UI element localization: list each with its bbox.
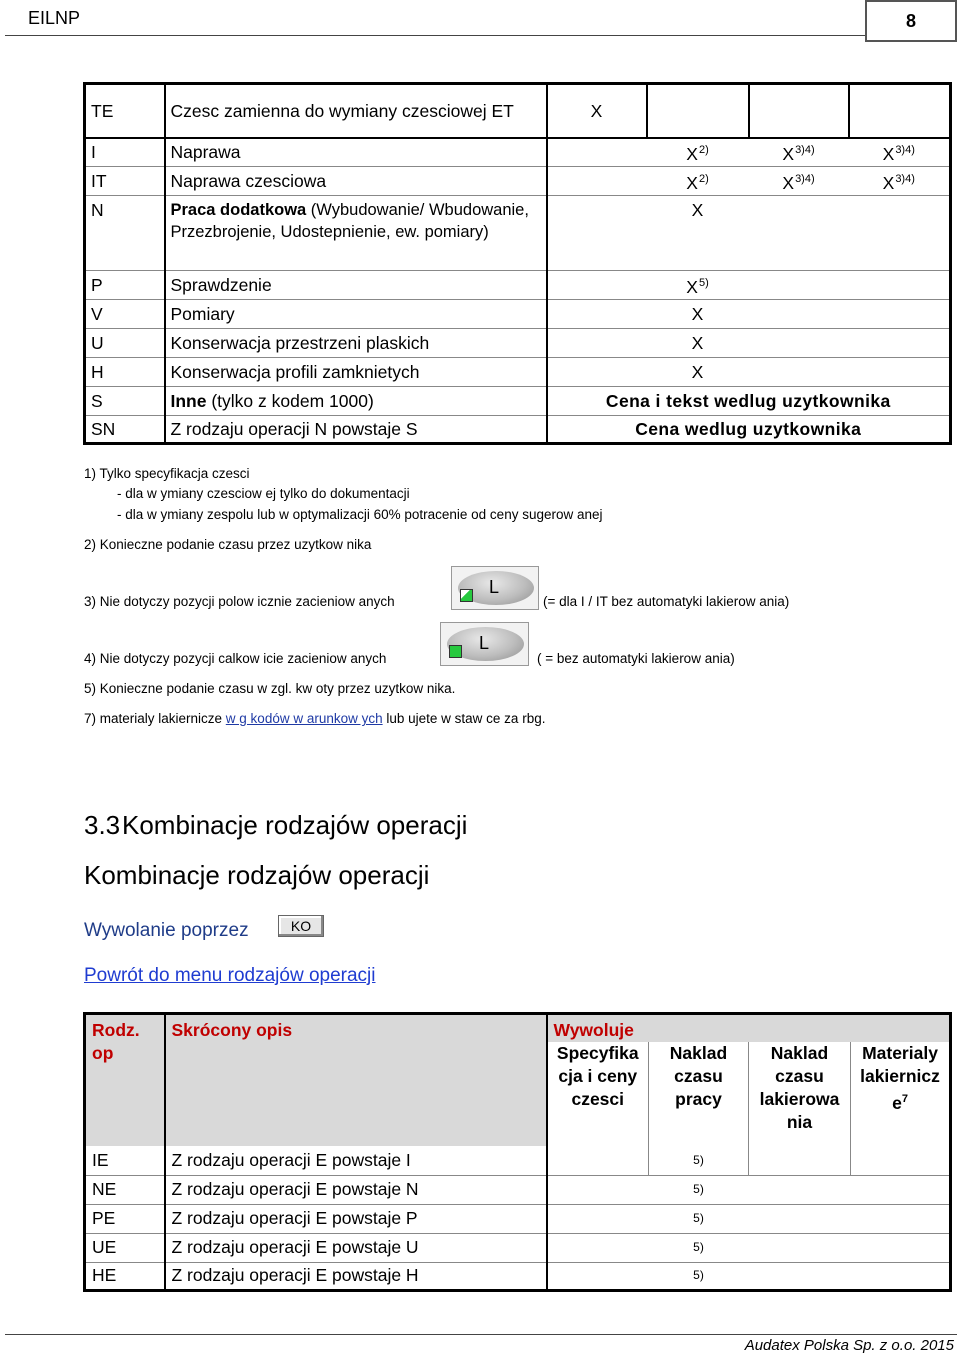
table-row xyxy=(85,300,951,329)
mark-cell xyxy=(547,138,647,167)
back-to-menu-link[interactable]: Powrót do menu rodzajów operacji xyxy=(84,965,376,986)
mark-cell xyxy=(851,1175,951,1204)
op-code: V xyxy=(85,300,165,329)
mark-cell xyxy=(851,1204,951,1233)
op-description: Z rodzaju operacji E powstaje U xyxy=(165,1233,547,1262)
op-code: TE xyxy=(85,84,165,138)
footnote-3: 3) Nie dotyczy pozycji polow icznie zacieniow anych xyxy=(84,594,395,609)
table-row xyxy=(85,1233,951,1262)
op-code: H xyxy=(85,358,165,387)
op-code: IE xyxy=(85,1146,165,1175)
mark-cell xyxy=(851,1146,951,1175)
footer-divider xyxy=(5,1334,957,1335)
op-description: Z rodzaju operacji E powstaje H xyxy=(165,1262,547,1290)
section-number: 3.3 xyxy=(84,810,121,840)
mark-cell xyxy=(849,271,951,300)
mark-cell xyxy=(749,300,849,329)
header-calls: Wywoluje xyxy=(547,1014,951,1043)
mark-cell xyxy=(749,1233,851,1262)
op-code: U xyxy=(85,329,165,358)
op-description: Z rodzaju operacji E powstaje I xyxy=(165,1146,547,1175)
section-heading xyxy=(84,810,467,841)
footnote-7-text: 7) materialy lakiernicze xyxy=(84,711,226,726)
mark-cell: $X^{3)4)}$ xyxy=(849,167,951,196)
badge-letter: L xyxy=(489,577,500,597)
op-code: UE xyxy=(85,1233,165,1262)
op-code: I xyxy=(85,138,165,167)
footnote-2: 2) Konieczne podanie czasu przez uzytkow nika xyxy=(84,537,372,552)
mark-cell xyxy=(547,329,647,358)
mark-cell: 5) xyxy=(649,1204,749,1233)
mark-cell: $X^{2)}$ xyxy=(647,138,749,167)
page-number: 8 xyxy=(865,0,957,42)
mark-cell: X xyxy=(647,196,749,271)
table-row xyxy=(85,271,951,300)
footnote-1: 1) Tylko specyfikacja czesci xyxy=(84,466,250,481)
footnote-1b: - dla w ymiany zespolu lub w optymalizacji 60% potracenie od ceny sugerow anej xyxy=(117,507,603,522)
mark-cell xyxy=(647,84,749,138)
mark-cell xyxy=(547,1146,649,1175)
subheader-labor: Naklad czasu pracy xyxy=(649,1042,749,1146)
full-shaded-square-icon xyxy=(449,645,462,658)
mark-cell: $X^{3)4)}$ xyxy=(749,138,849,167)
op-code: PE xyxy=(85,1204,165,1233)
table-row xyxy=(85,416,951,444)
footnote-4: 4) Nie dotyczy pozycji calkow icie zacieniow anych xyxy=(84,651,387,666)
header-code: Rodz. op xyxy=(85,1014,165,1147)
op-description: Z rodzaju operacji E powstaje P xyxy=(165,1204,547,1233)
op-description: Naprawa czesciowa xyxy=(165,167,547,196)
mark-cell xyxy=(849,196,951,271)
op-description: Sprawdzenie xyxy=(165,271,547,300)
mark-cell xyxy=(849,358,951,387)
op-code: HE xyxy=(85,1262,165,1290)
mark-cell xyxy=(749,1204,851,1233)
subheader-parts: Specyfika cja i ceny czesci xyxy=(547,1042,649,1146)
header-divider xyxy=(5,35,865,36)
mark-cell: 5) xyxy=(649,1233,749,1262)
mark-cell: 5) xyxy=(649,1175,749,1204)
mark-cell xyxy=(851,1233,951,1262)
mark-cell xyxy=(547,271,647,300)
op-description: Z rodzaju operacji E powstaje N xyxy=(165,1175,547,1204)
price-note: Cena wedlug uzytkownika xyxy=(635,419,862,439)
mark-cell: $X^{5)}$ xyxy=(647,271,749,300)
header-description: Skrócony opis xyxy=(165,1014,547,1147)
op-description: Pomiary xyxy=(165,300,547,329)
page-header-title: EILNP xyxy=(28,8,81,28)
footnote-1a: - dla w ymiany czesciow ej tylko do dokumentacji xyxy=(117,486,410,501)
condition-codes-link[interactable]: w g kodów w arunkow ych xyxy=(225,711,383,726)
full-shaded-badge xyxy=(440,622,529,666)
table-row xyxy=(85,138,951,167)
footnote-7 xyxy=(84,711,545,726)
op-code: SN xyxy=(85,416,165,444)
mark-cell: X xyxy=(547,84,647,138)
mark-cell: $X^{3)4)}$ xyxy=(749,167,849,196)
combinations-table xyxy=(83,1012,952,1292)
op-code: S xyxy=(85,387,165,416)
footnote-7-text-end: lub ujete w staw ce za rbg. xyxy=(382,711,546,726)
table-row xyxy=(85,1204,951,1233)
half-shaded-badge xyxy=(451,566,539,610)
mark-cell: X xyxy=(647,300,749,329)
op-code: P xyxy=(85,271,165,300)
subheader-paint-materials: Materialy lakiernicz $e^7$ xyxy=(851,1042,951,1146)
mark-cell xyxy=(749,84,849,138)
op-description: Naprawa xyxy=(165,138,547,167)
table-row xyxy=(85,84,951,138)
footnote-3-note: (= dla I / IT bez automatyki lakierow ania) xyxy=(543,594,790,609)
table-row xyxy=(85,387,951,416)
mark-cell xyxy=(849,84,951,138)
mark-cell xyxy=(749,1262,851,1290)
mark-cell: $X^{2)}$ xyxy=(647,167,749,196)
mark-cell xyxy=(749,358,849,387)
table-row xyxy=(85,167,951,196)
mark-cell xyxy=(849,329,951,358)
op-description: Konserwacja przestrzeni plaskich xyxy=(165,329,547,358)
mark-cell xyxy=(547,1204,649,1233)
mark-cell xyxy=(749,271,849,300)
mark-cell xyxy=(749,329,849,358)
op-description: Inne (tylko z kodem 1000) xyxy=(165,387,547,416)
price-note: Cena i tekst wedlug uzytkownika xyxy=(547,387,951,416)
mark-cell xyxy=(749,1146,851,1175)
mark-cell xyxy=(547,1262,649,1290)
mark-cell xyxy=(749,1175,851,1204)
table-row xyxy=(85,1146,951,1175)
mark-cell xyxy=(547,1175,649,1204)
mark-cell: X xyxy=(647,358,749,387)
page-subtitle: Kombinacje rodzajów operacji xyxy=(84,860,430,890)
table-row xyxy=(85,358,951,387)
mark-cell xyxy=(849,300,951,329)
mark-cell: 5) xyxy=(649,1146,749,1175)
ko-button[interactable]: KO xyxy=(278,915,324,937)
footnote-4-note: ( = bez automatyki lakierow ania) xyxy=(537,651,735,666)
footnote-5: 5) Konieczne podanie czasu w zgl. kw oty przez uzytkow nika. xyxy=(84,681,456,696)
table-row xyxy=(85,329,951,358)
operation-types-table xyxy=(83,82,952,445)
badge-letter: L xyxy=(479,633,490,653)
op-code: IT xyxy=(85,167,165,196)
mark-cell xyxy=(547,167,647,196)
table-row xyxy=(85,196,951,271)
mark-cell xyxy=(547,1233,649,1262)
mark-cell: X xyxy=(647,329,749,358)
mark-cell: 5) xyxy=(693,1268,704,1282)
table-row xyxy=(85,1175,951,1204)
call-label: Wywolanie poprzez xyxy=(84,920,249,941)
section-title: Kombinacje rodzajów operacji xyxy=(122,810,468,840)
mark-cell xyxy=(851,1262,951,1290)
op-description: Konserwacja profili zamknietych xyxy=(165,358,547,387)
table-header-row xyxy=(85,1014,951,1043)
op-description: Z rodzaju operacji N powstaje S xyxy=(165,416,547,444)
op-code: NE xyxy=(85,1175,165,1204)
op-description: Czesc zamienna do wymiany czesciowej ET xyxy=(165,84,547,138)
subheader-paint-labor: Naklad czasu lakierowa nia xyxy=(749,1042,851,1146)
footer-company: Audatex Polska Sp. z o.o. 2015 xyxy=(744,1337,954,1354)
mark-cell xyxy=(749,196,849,271)
mark-cell: $X^{3)4)}$ xyxy=(849,138,951,167)
mark-cell xyxy=(547,300,647,329)
mark-cell xyxy=(547,358,647,387)
mark-cell xyxy=(547,196,647,271)
op-code: N xyxy=(85,196,165,271)
op-description: Praca dodatkowa (Wybudowanie/ Wbudowanie, Przezbrojenie, Udostepnienie, ew. pomiary) xyxy=(165,196,547,271)
table-row xyxy=(85,1262,951,1290)
half-shaded-square-icon xyxy=(460,589,473,602)
